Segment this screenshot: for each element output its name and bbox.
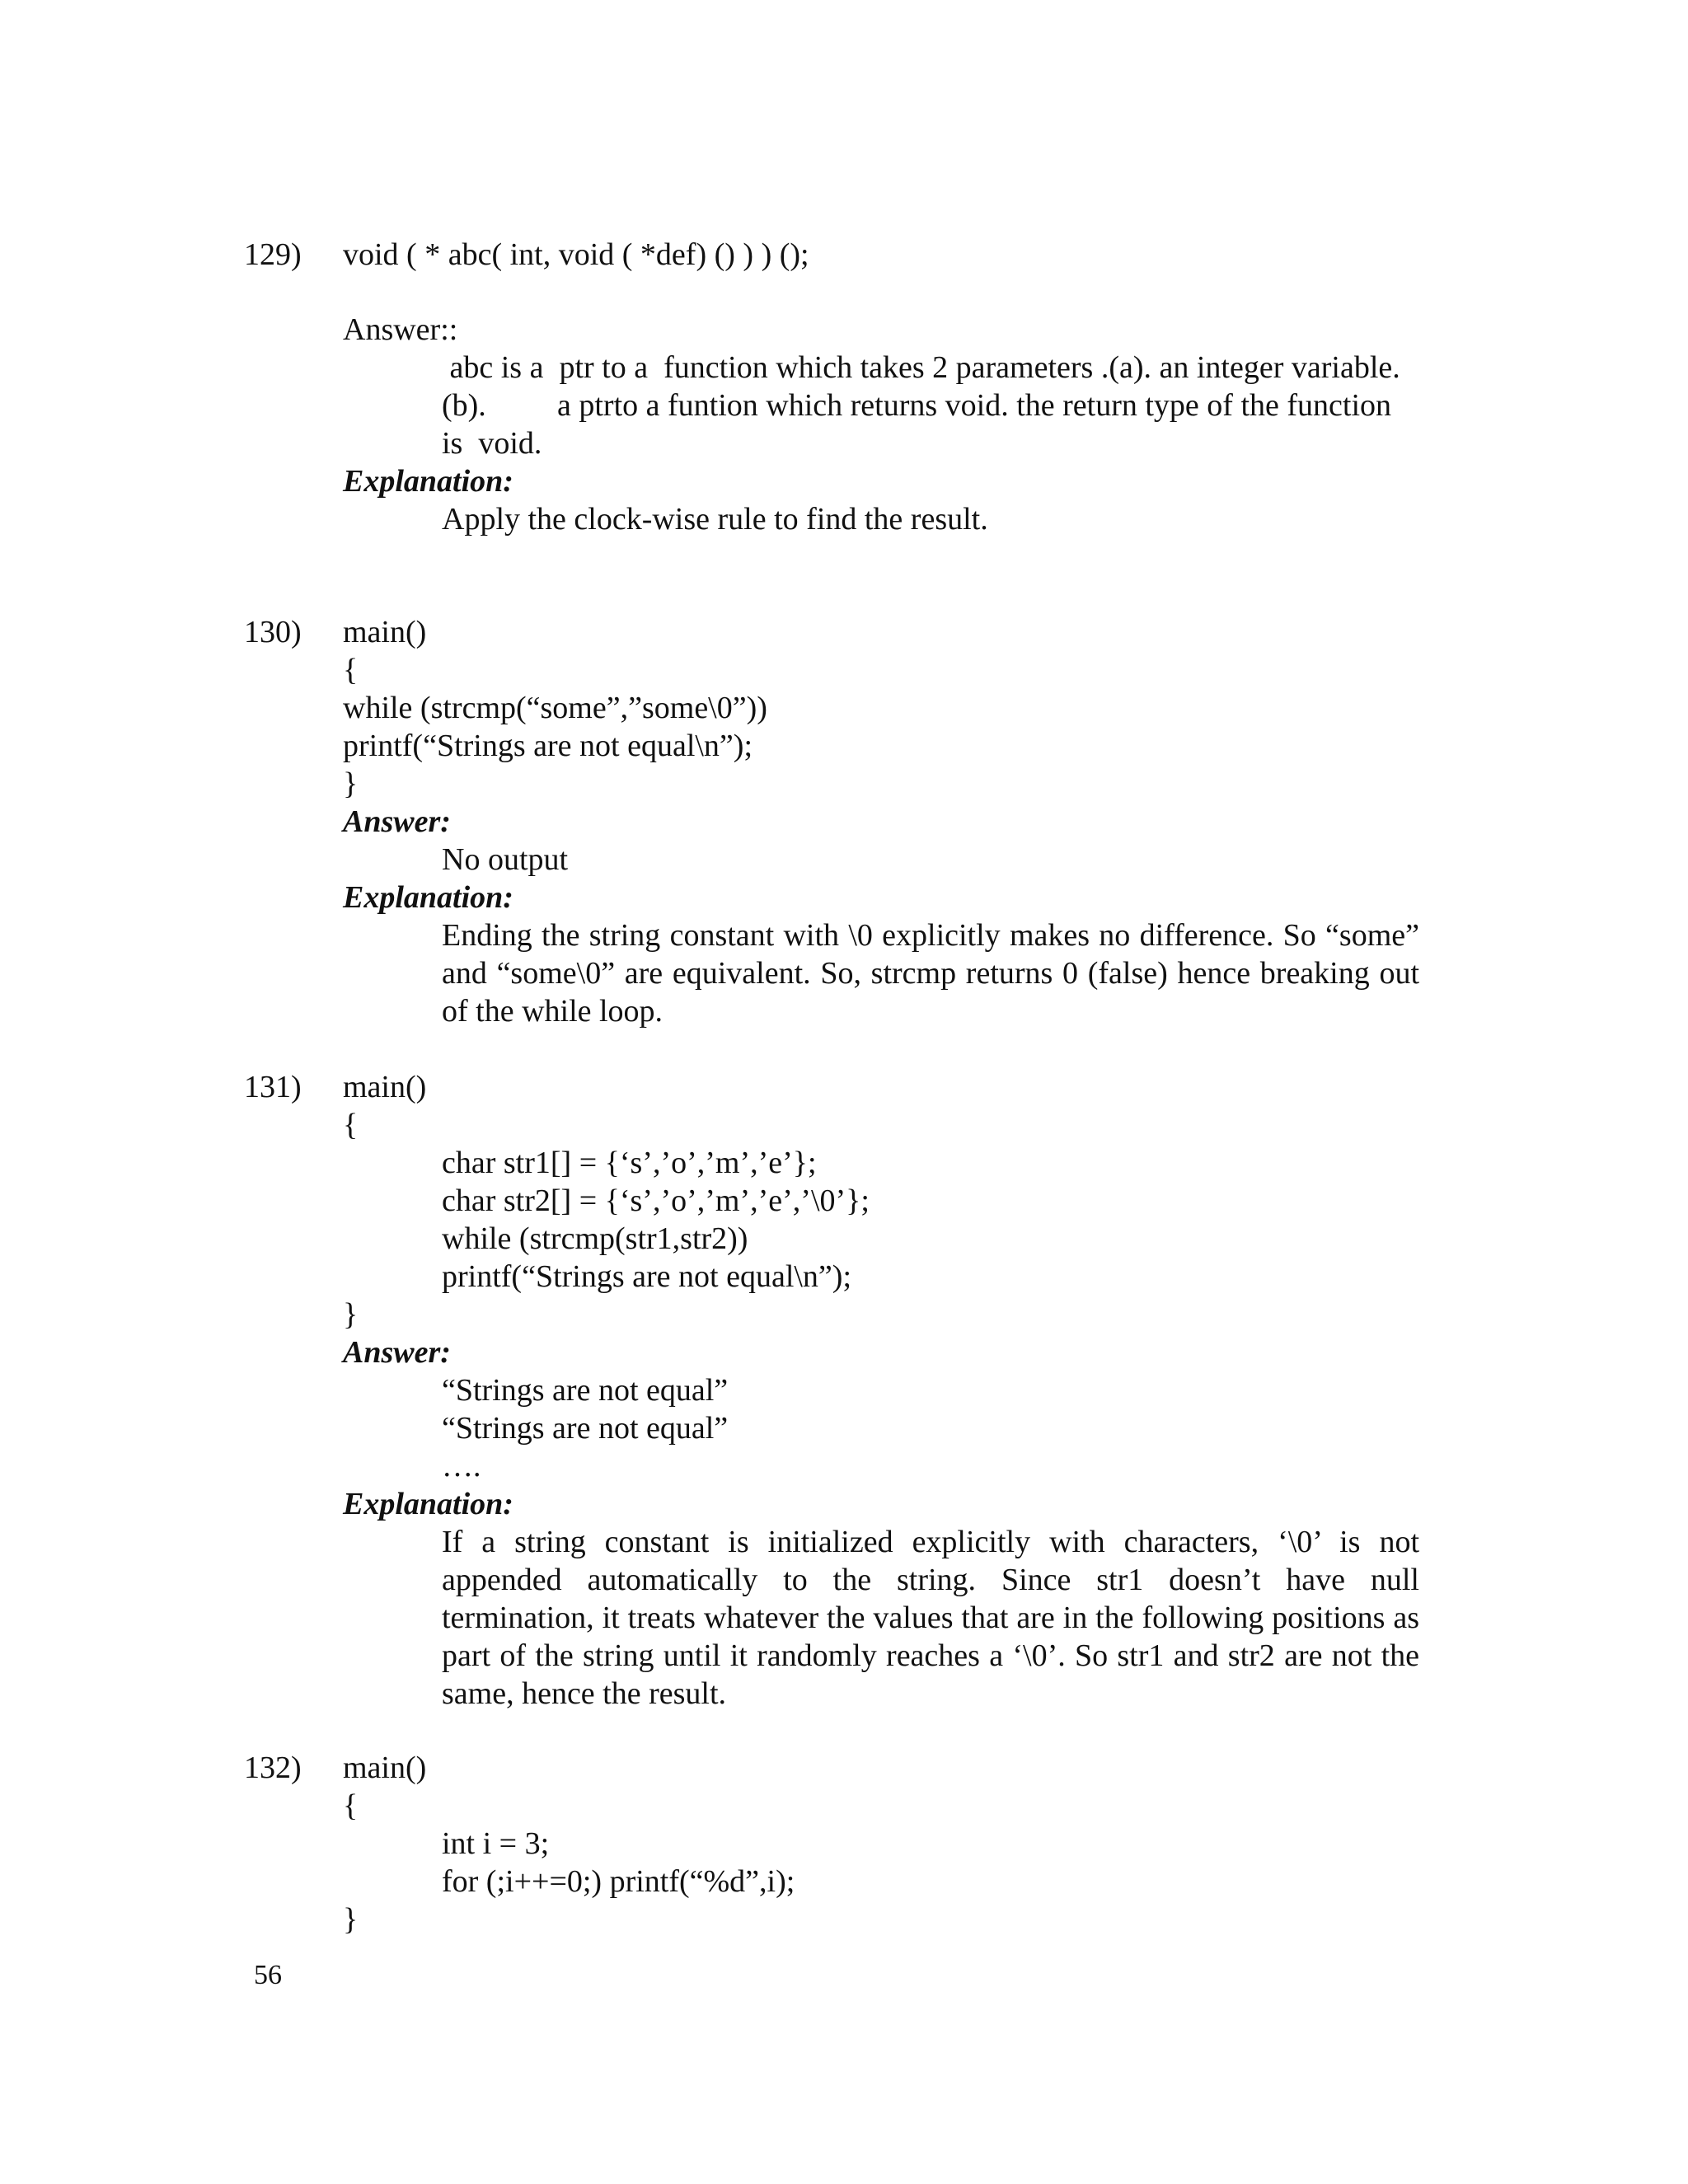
question-number: 129) [244,237,302,272]
explanation-label: Explanation: [343,464,513,499]
answer-text: is void. [442,426,542,461]
code-line: printf(“Strings are not equal\n”); [343,729,753,763]
code-line: { [343,1108,359,1142]
answer-label: Answer: [343,804,451,839]
code-line: while (strcmp(str1,str2)) [442,1221,748,1256]
code-line: main() [343,615,427,649]
code-line: for (;i++=0;) printf(“%d”,i); [442,1864,795,1899]
answer-text: a ptrto a funtion which returns void. the return type of the function [557,388,1392,423]
code-line: } [343,1297,359,1332]
answer-text: “Strings are not equal” [442,1411,729,1446]
answer-text: …. [442,1449,481,1483]
code-line: printf(“Strings are not equal\n”); [442,1259,852,1294]
code-line: { [343,653,359,687]
question-number: 130) [244,615,302,649]
explanation-text: Ending the string constant with \0 explicitly makes no difference. So “some” and “some\0” are equivalent. So, strcmp returns 0 (false) hence breaking out of the while loop. [442,918,1419,1029]
code-line: char str1[] = {‘s’,’o’,’m’,’e’}; [442,1146,817,1180]
page-number: 56 [254,1960,282,1990]
answer-label: Answer:: [343,312,458,347]
explanation-text: If a string constant is initialized explicitly with characters, ‘\0’ is not appended automatically to the string. Since str1 doesn’t have null termination, it treats whatever the values that are in the following positions as part of the string until it randomly reaches a ‘\0’. So str1 and str2 are not the same, hence the result. [442,1525,1419,1711]
explanation-label: Explanation: [343,1487,513,1521]
code-line: } [343,766,359,801]
code-line: main() [343,1750,427,1785]
question-number: 132) [244,1750,302,1785]
answer-b-marker: (b). [442,388,486,423]
question-number: 131) [244,1070,302,1104]
explanation-text: Apply the clock-wise rule to find the result. [442,502,988,537]
answer-text: No output [442,842,569,877]
code-line: main() [343,1070,427,1104]
code-line: } [343,1902,359,1937]
answer-label: Answer: [343,1335,451,1370]
answer-text: “Strings are not equal” [442,1373,729,1408]
code-line: { [343,1788,359,1823]
answer-text: abc is a ptr to a function which takes 2 parameters .(a). an integer variable. [442,350,1400,385]
code-line: void ( * abc( int, void ( *def) () ) ) (); [343,237,809,272]
code-line: char str2[] = {‘s’,’o’,’m’,’e’,’\0’}; [442,1183,870,1218]
explanation-label: Explanation: [343,880,513,915]
code-line: while (strcmp(“some”,”some\0”)) [343,691,767,725]
code-line: int i = 3; [442,1826,550,1861]
